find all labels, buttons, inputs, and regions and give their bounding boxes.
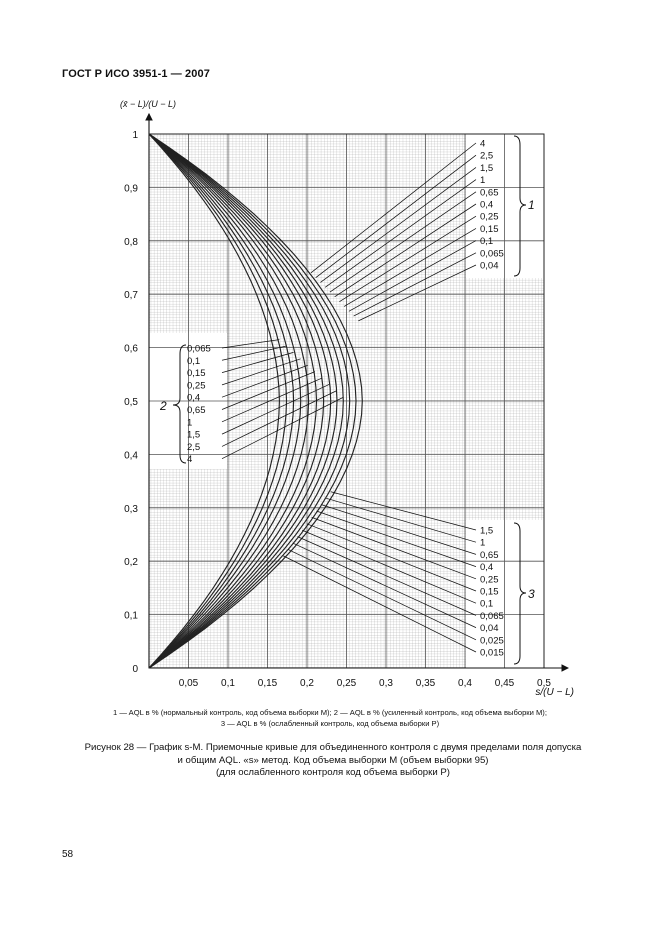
y-tick-label: 0,4 (124, 450, 138, 462)
group2-label: 0,4 (187, 392, 201, 404)
y-axis-title: (x̄ − L)/(U − L) (120, 99, 177, 109)
y-tick-label: 0,1 (124, 610, 138, 622)
x-tick-label: 0,05 (178, 678, 199, 689)
y-tick-label: 1 (132, 130, 138, 141)
group2-label: 0,65 (187, 405, 206, 416)
group3-label: 0,04 (480, 623, 499, 635)
x-axis-title: s/(U − L) (535, 687, 574, 698)
group1-label: 1 (480, 175, 486, 187)
x-tick-label: 0,45 (494, 678, 515, 689)
group1-label: 2,5 (480, 150, 494, 162)
group2-label: 4 (187, 454, 193, 466)
x-tick-label: 0,25 (336, 678, 357, 689)
group3-label: 1,5 (480, 525, 494, 537)
y-tick-label: 0,7 (124, 290, 138, 302)
figure-legend-note (60, 707, 600, 729)
caption-line-3: (для ослабленного контроля код объема выборки Р) (216, 767, 450, 778)
caption-line-2: и общим AQL. «s» метод. Код объема выборки М (объем выборки 95) (177, 754, 489, 766)
group1-label: 0,4 (480, 199, 494, 211)
group3-label: 0,015 (480, 647, 504, 659)
y-tick-label: 0 (132, 664, 138, 675)
group2-label: 1 (187, 417, 193, 429)
group3-label: 0,025 (480, 635, 504, 647)
x-tick-label: 0,15 (257, 678, 278, 689)
legend-note-line-2: 3 — AQL в % (ослабленный контроль, код объема выборки Р) (220, 719, 440, 728)
figure-caption (60, 742, 606, 780)
group3-label: 0,15 (480, 586, 499, 598)
group2-label: 0,1 (187, 355, 201, 367)
document-header: ГОСТ Р ИСО 3951-1 — 2007 (62, 68, 210, 80)
group1-label: 4 (480, 138, 486, 150)
x-tick-label: 0,4 (458, 678, 472, 689)
group1-label: 0,065 (480, 248, 504, 260)
group1-label: 0,15 (480, 223, 499, 235)
y-tick-label: 0,2 (124, 557, 138, 569)
legend-note-line-1: 1 — AQL в % (нормальный контроль, код объема выборки М); 2 — AQL в % (усиленный контроль, код объема выборки М); (113, 708, 547, 717)
x-tick-label: 0,1 (221, 678, 235, 689)
group3-label: 1 (480, 537, 486, 549)
group2-label: 0,065 (187, 343, 211, 355)
group2-label: 0,15 (187, 368, 206, 380)
group2-label: 1,5 (187, 429, 201, 441)
caption-line-1: Рисунок 28 — График s-M. Приемочные кривые для объединенного контроля с двумя пределами поля допуска (84, 742, 582, 753)
y-tick-label: 0,8 (124, 236, 138, 248)
group1-label: 1,5 (480, 162, 494, 174)
y-tick-label: 0,5 (124, 397, 138, 408)
x-tick-label: 0,5 (537, 678, 551, 689)
x-tick-label: 0,35 (415, 678, 436, 689)
group3-label: 0,65 (480, 549, 499, 561)
y-tick-label: 0,6 (124, 343, 138, 355)
group3-label: 0,1 (480, 598, 494, 610)
y-tick-label: 0,9 (124, 183, 138, 195)
group2-label: 0,25 (187, 380, 206, 392)
group3-label: 0,065 (480, 610, 504, 622)
group1-label: 0,04 (480, 260, 499, 272)
x-tick-label: 0,2 (300, 678, 314, 689)
group3-label: 0,25 (480, 574, 499, 586)
page-number: 58 (62, 849, 74, 860)
group1-label: 0,65 (480, 187, 499, 199)
y-tick-label: 0,3 (124, 503, 138, 515)
group1-id: 1 (528, 198, 535, 212)
group3-label: 0,4 (480, 562, 494, 574)
group3-id: 3 (528, 587, 535, 601)
x-tick-label: 0,3 (379, 678, 393, 689)
group2-label: 2,5 (187, 441, 201, 453)
group1-label: 0,1 (480, 236, 494, 248)
group2-id: 2 (160, 399, 167, 413)
group1-label: 0,25 (480, 211, 499, 223)
